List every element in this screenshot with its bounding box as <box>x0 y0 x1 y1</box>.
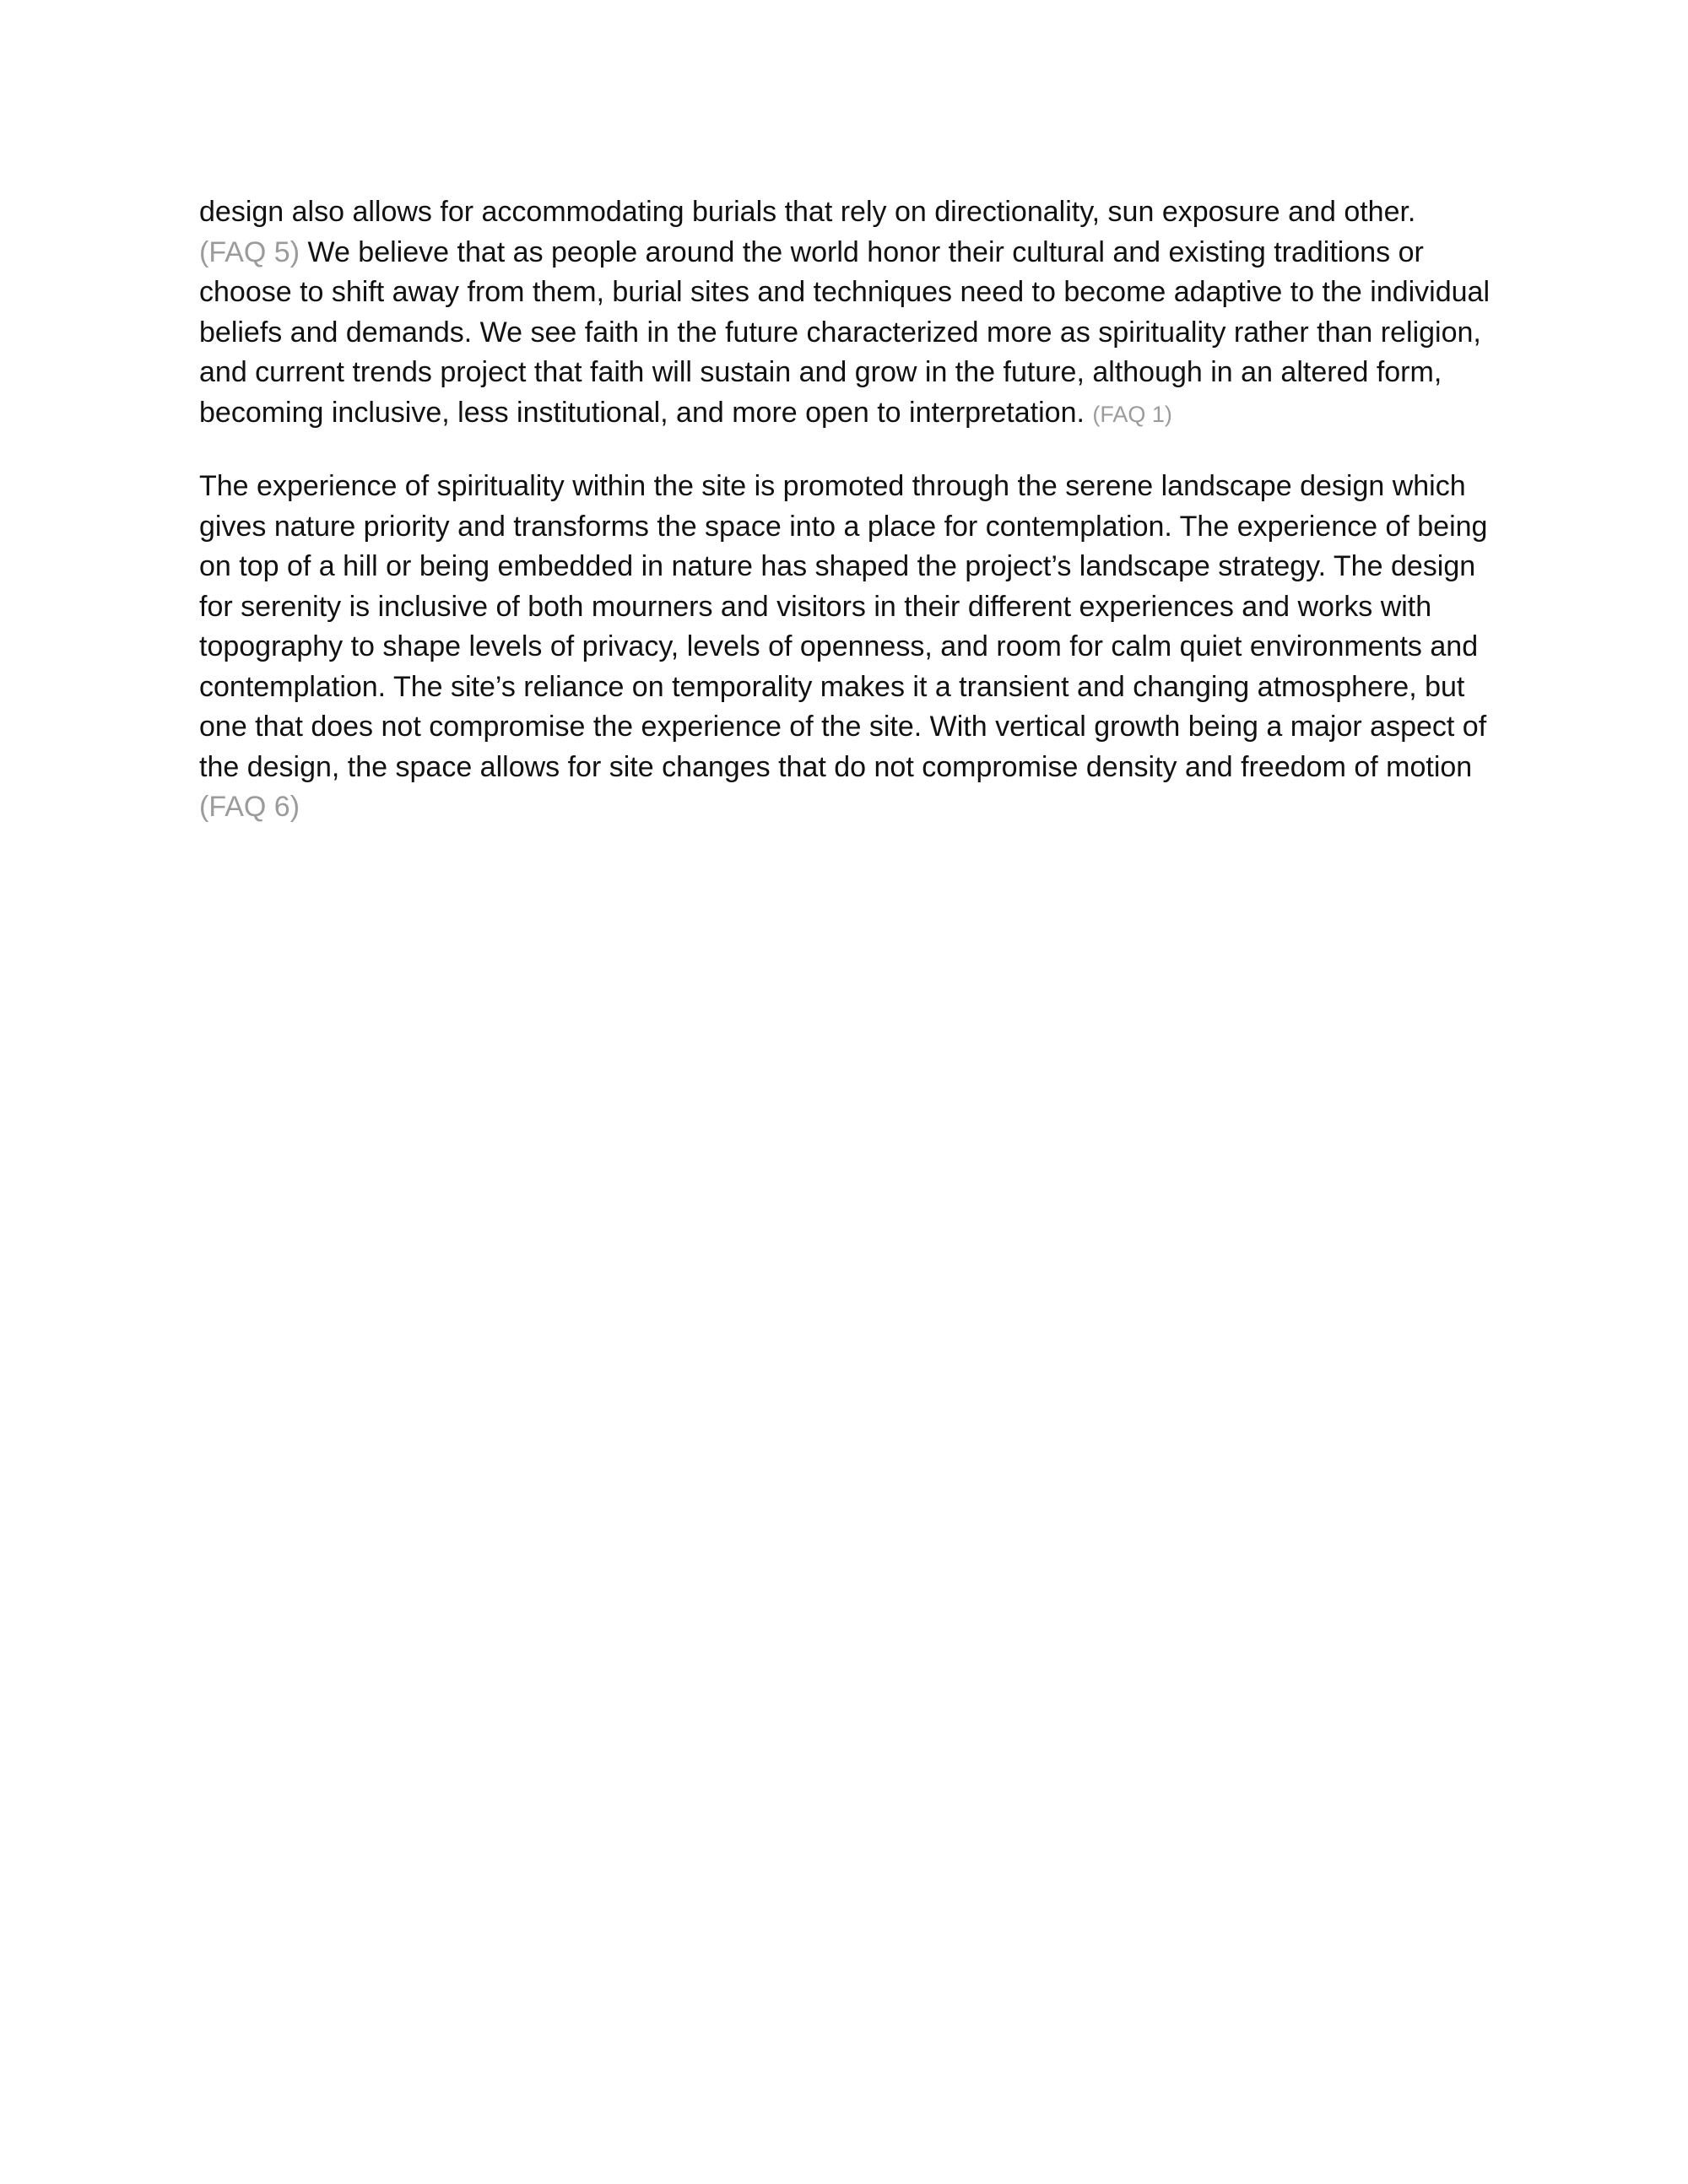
paragraph-1-text-1: design also allows for accommodating burials that rely on directionality, sun exposure and other. <box>199 196 1416 228</box>
paragraph-1-text-2: We believe that as people around the world honor their cultural and existing traditions or choose to shift away from them, burial sites and techniques need to become adaptive to the individual beliefs and demands. We see faith in the future characterized more as spirituality rather than religion, and current trends project that faith will sustain and grow in the future, although in an altered form, becoming inclusive, less institutional, and more open to interpretation. <box>199 235 1491 429</box>
paragraph-2 <box>199 467 1491 828</box>
paragraph-2-text-1: The experience of spirituality within the site is promoted through the serene landscape design which gives nature priority and transforms the space into a place for contemplation. The experience of being on top of a hill or being embedded in nature has shaped the project’s landscape strategy. The design for serenity is inclusive of both mourners and visitors in their different experiences and works with topography to shape levels of privacy, levels of openness, and room for calm quiet environments and contemplation. The site’s reliance on temporality makes it a transient and changing atmosphere, but one that does not compromise the experience of the site. With vertical growth being a major aspect of the design, the space allows for site changes that do not compromise density and freedom of motion <box>199 470 1488 783</box>
faq-reference-5: (FAQ 5) <box>199 235 300 268</box>
faq-reference-1: (FAQ 1) <box>1092 401 1172 427</box>
faq-reference-6: (FAQ 6) <box>199 791 300 823</box>
paragraph-1 <box>199 192 1491 435</box>
document-body <box>199 192 1491 860</box>
